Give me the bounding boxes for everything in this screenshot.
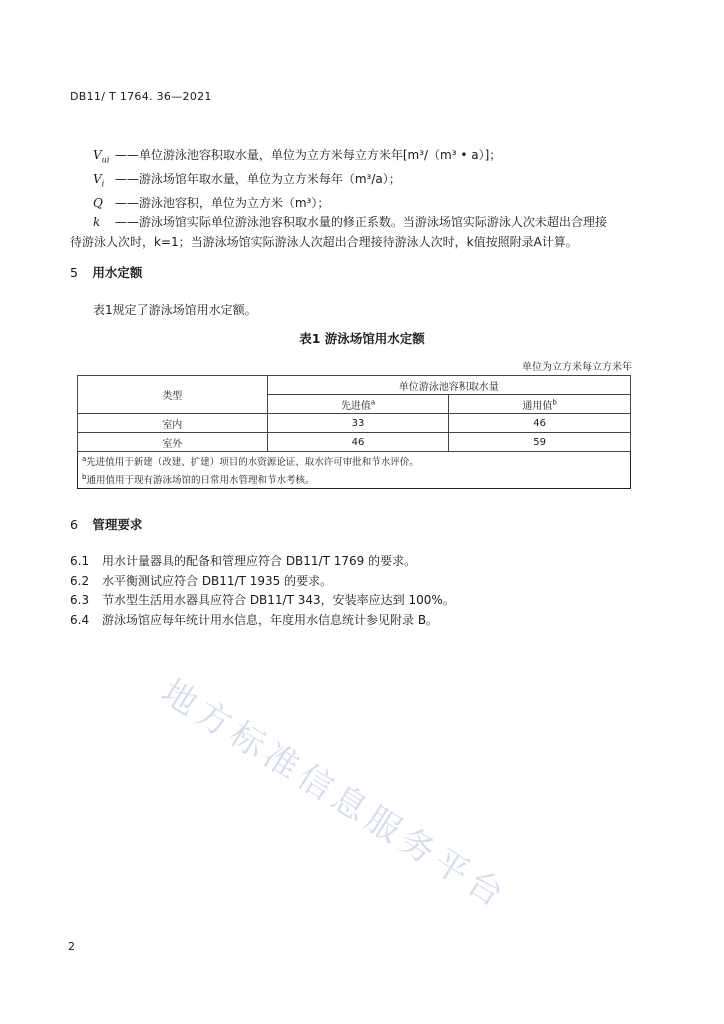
definition-k-continued: 待游泳人次时，k=1；当游泳场馆实际游泳人次超出合理接待游泳人次时，k值按照附录A计算。 [70,234,578,249]
list-item: 6.1 用水计量器具的配备和管理应符合 DB11/T 1769 的要求。 [70,554,417,568]
cell-general: 59 [449,433,631,452]
definition-text: ——游泳场馆实际单位游泳池容积取水量的修正系数。当游泳场馆实际游泳人次未超出合理接 [114,215,607,230]
symbol-vui: $V_{ui}$ [93,148,110,165]
symbol-k: k [93,215,101,230]
page-number: 2 [68,940,75,953]
section-title: 管理要求 [92,517,143,532]
table-row [78,414,631,433]
cell-advanced: 46 [267,433,449,452]
definition-vui [93,146,638,170]
watermark: 地方标准信息服务平台 [154,671,515,918]
table-caption: 表1 游泳场馆用水定额 [299,331,425,346]
table-unit-note: 单位为立方米每立方米年 [522,362,632,373]
section-5-heading [70,263,142,281]
management-requirements [70,552,455,630]
symbol-vi: $V_i$ [93,171,105,189]
symbol-q: Q [93,195,103,210]
table-note-a: $^a$先进值用于新建（改建、扩建）项目的水资源论证、取水许可审批和节水评价。 [78,452,631,471]
cell-type: 室外 [78,433,268,452]
section-6-heading [70,515,142,533]
definition-q [93,194,638,214]
header-general: 通用值$^b$ [449,395,631,414]
definition-text: ——游泳场馆年取水量，单位为立方米每年（m³/a）； [114,171,401,186]
header-type: 类型 [78,376,268,414]
definition-k [93,213,638,233]
document-id-header: DB11/ T 1764. 36—2021 [70,90,212,103]
section-number: 5 [70,265,78,280]
table-row [78,433,631,452]
section-title: 用水定额 [92,265,143,280]
list-item: 6.3 节水型生活用水器具应符合 DB11/T 343，安装率应达到 100%。 [70,593,455,607]
definition-text: ——游泳池容积，单位为立方米（m³）； [114,195,330,210]
section-5-intro: 表1规定了游泳场馆用水定额。 [93,303,257,317]
header-advanced: 先进值$^a$ [267,395,449,414]
header-group: 单位游泳池容积取水量 [267,376,630,395]
cell-type: 室内 [78,414,268,433]
water-quota-table [77,375,631,489]
cell-general: 46 [449,414,631,433]
list-item: 6.4 游泳场馆应每年统计用水信息，年度用水信息统计参见附录 B。 [70,612,439,627]
section-number: 6 [70,517,78,532]
symbol-definitions [70,146,638,252]
list-item: 6.2 水平衡测试应符合 DB11/T 1935 的要求。 [70,573,333,588]
definition-text: ——单位游泳池容积取水量，单位为立方米每立方米年[m³/（m³ • a）]； [114,148,502,162]
definition-vi [93,170,638,194]
table-note-b: $^b$通用值用于现有游泳场馆的日常用水管理和节水考核。 [82,472,315,486]
cell-advanced: 33 [267,414,449,433]
